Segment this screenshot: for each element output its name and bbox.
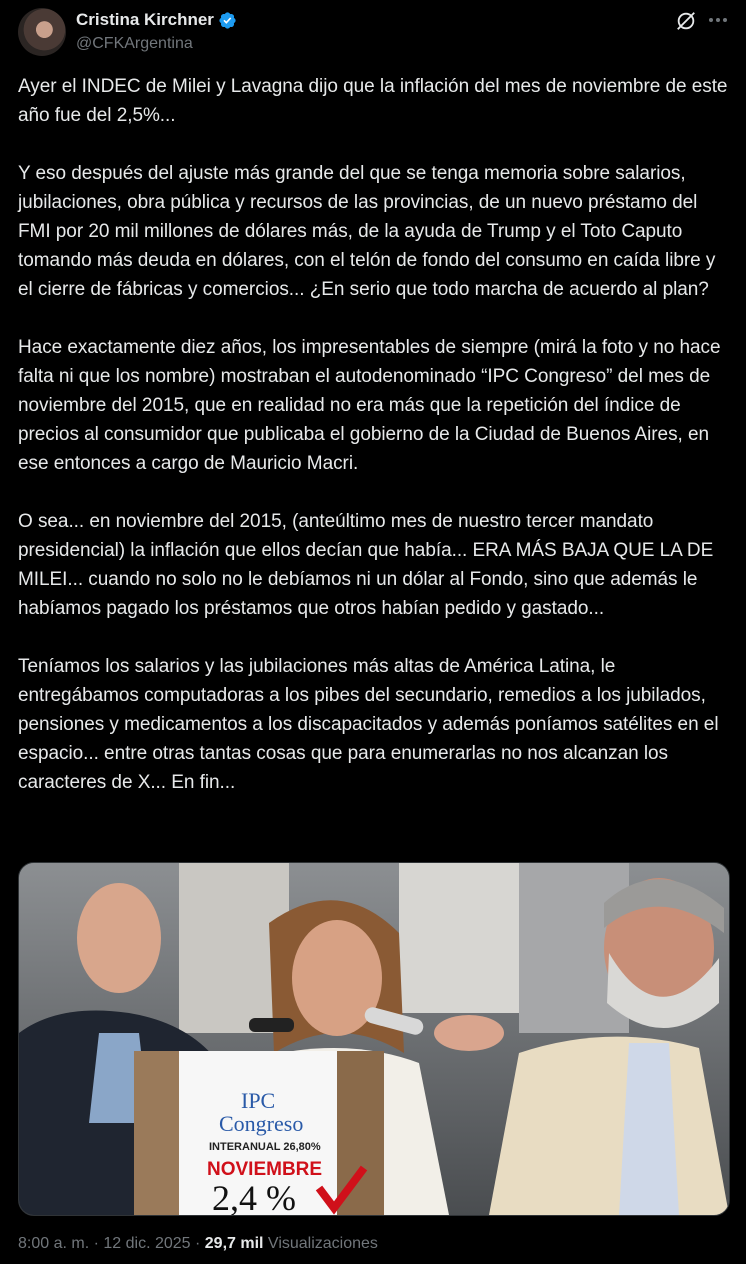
author-handle[interactable]: @CFKArgentina (76, 35, 193, 52)
tweet-photo[interactable] (18, 862, 730, 1216)
paragraph: Ayer el INDEC de Milei y Lavagna dijo que la inflación del mes de noviembre de este año fue del 2,5%... (18, 76, 733, 126)
tweet-text (18, 72, 734, 797)
views-count: 29,7 mil (204, 1235, 264, 1252)
paragraph: Teníamos los salarios y las jubilaciones más altas de América Latina, le entregábamos computadoras a los pibes del secundario, remedios a los jubilados, pensiones y medicamentos a los discapacitados y además poníamos satélites en el espacio... entre otras tantas cosas que para enumerarlas no nos alcanzan los caracteres de X... En fin... (18, 656, 724, 793)
sign-interanual: INTERANUAL 26,80% (209, 1141, 321, 1153)
sign-title-1: IPC (241, 1088, 276, 1113)
views-label: Visualizaciones (263, 1235, 378, 1252)
author-row (76, 10, 237, 30)
tweet-time[interactable]: 8:00 a. m. (18, 1235, 90, 1252)
avatar[interactable] (18, 8, 66, 56)
paragraph: O sea... en noviembre del 2015, (anteúltimo mes de nuestro tercer mandato presidencial) la inflación que ellos decían que había... ERA MÁS BAJA QUE LA DE MILEI... cuando no solo no le debíamos ni un dólar al Fondo, sino que además le habíamos pagado los préstamos que otros habían pedido y gastado... (18, 511, 719, 619)
more-icon[interactable] (706, 8, 730, 32)
meta-separator: · (190, 1235, 205, 1252)
sign-value: 2,4 % (212, 1178, 296, 1215)
tweet-date[interactable]: 12 dic. 2025 (103, 1235, 191, 1252)
meta-separator: · (89, 1235, 104, 1252)
paragraph: Y eso después del ajuste más grande del que se tenga memoria sobre salarios, jubilaciones, obra pública y recursos de las provincias, de un nuevo préstamo del FMI por 20 mil millones de dólares más, de la ayuda de Trump y el Toto Caputo tomando más deuda en dólares, con el telón de fondo del consumo en caída libre y el cierre de fábricas y comercios... ¿En serio que todo marcha de acuerdo al plan? (18, 163, 721, 300)
sign-title-2: Congreso (219, 1111, 304, 1136)
author-name[interactable]: Cristina Kirchner (76, 10, 214, 29)
paragraph: Hace exactamente diez años, los impresentables de siempre (mirá la foto y no hace falta ni que los nombre) mostraban el autodenominado “IPC Congreso” del mes de noviembre del 2015, que en realidad no era más que la repetición del índice de precios al consumidor que publicaba el gobierno de la Ciudad de Buenos Aires, en ese entonces a cargo de Mauricio Macri. (18, 337, 726, 474)
verified-badge-icon[interactable] (218, 11, 237, 30)
grok-icon[interactable] (675, 10, 697, 32)
tweet-meta (18, 1235, 378, 1253)
photo-illustration (19, 863, 729, 1215)
sign-month: NOVIEMBRE (207, 1159, 323, 1180)
